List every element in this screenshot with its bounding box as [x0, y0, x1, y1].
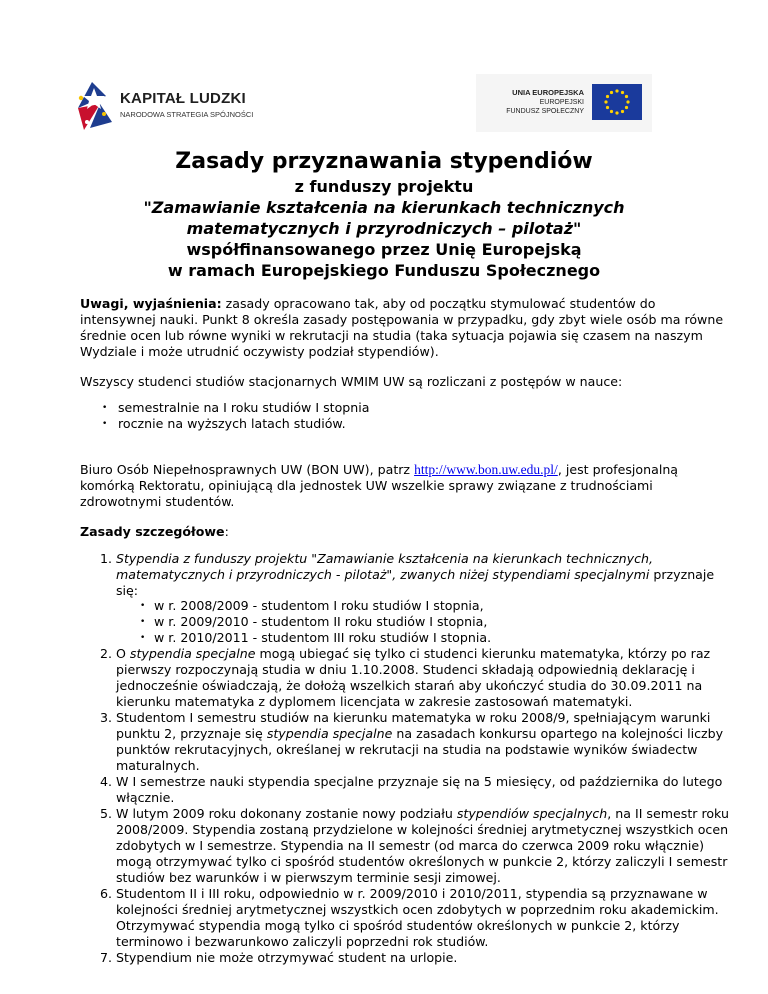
- rule-1-italic: Stypendia z funduszy projektu "Zamawianie kształcenia na kierunkach technicznych, matematycznych i przyrodniczych - pilotaż", zwanych niżej stypendiami specjalnymi: [116, 551, 654, 582]
- eu-name: UNIA EUROPEJSKA: [512, 88, 584, 97]
- list-item: • rocznie na wyższych latach studiów.: [106, 416, 730, 432]
- title-line-4: [60, 218, 708, 239]
- title-line-6: w ramach Europejskiego Funduszu Społecznego: [167, 261, 601, 280]
- document-body: [80, 296, 730, 966]
- eu-fund-line1: EUROPEJSKI: [539, 99, 584, 106]
- title-line-4-italic: matematycznych i przyrodniczych – pilotaż: [186, 219, 573, 238]
- intro-paragraph: [80, 296, 730, 360]
- rule-1-sublist: [116, 598, 730, 646]
- rule-3-italic: stypendia specjalne: [266, 726, 393, 741]
- title-line-4-quote: ": [573, 219, 582, 238]
- list-item: • w r. 2010/2011 - studentom III roku studiów I stopnia.: [142, 630, 730, 646]
- rule-item-3: [116, 710, 730, 774]
- document-title-block: [60, 148, 708, 281]
- list-item: • w r. 2009/2010 - studentom II roku studiów I stopnia,: [142, 614, 730, 630]
- progress-paragraph: Wszyscy studenci studiów stacjonarnych WMIM UW są rozliczani z postępów w nauce:: [80, 374, 623, 389]
- rules-heading-colon: :: [224, 524, 229, 539]
- rule-item-2: [116, 646, 730, 710]
- rule-item-6: 6. Studentom II i III roku, odpowiednio w r. 2009/2010 i 2010/2011, stypendia są przyznawane w kolejności średniej arytmetycznej wszystkich ocen zdobytych w poprzednim roku akademickim. Otrzymywać stypendia mogą tylko ci spośród studentów określonych w punkcie 2, którzy terminowo i bezwarunkowo zaliczyli poprzedni rok studiów.: [116, 886, 730, 950]
- rule-item-7: 7. Stypendium nie może otrzymywać student na urlopie.: [116, 950, 730, 966]
- rule-2-b: mogą ubiegać się tylko ci studenci kierunku matematyka, którzy po raz pierwszy rozpoczynają studia w dniu 1.10.2008. Studenci składają odpowiednią deklarację i jednocześnie oświadczają, że dołożą wszelkich starań aby ukończyć studia do 30.09.2011 na kierunku matematyka z dyplomem licencjata w zakresie zastosowań matematyki.: [116, 646, 711, 709]
- kapital-ludzki-logo: [72, 78, 252, 134]
- rule-5-a: W lutym 2009 roku dokonany zostanie nowy podziału: [116, 806, 457, 821]
- rules-list: [80, 551, 730, 966]
- kapital-ludzki-subtitle: NARODOWA STRATEGIA SPÓJNOŚCI: [120, 110, 254, 119]
- rule-item-4: 4. W I semestrze nauki stypendia specjalne przyznaje się na 5 miesięcy, od października do lutego włącznie.: [116, 774, 730, 806]
- rule-5-b: , na II semestr roku 2008/2009. Stypendia zostaną przydzielone w kolejności średniej arytmetycznej wszystkich ocen zdobytych w I semestrze. Stypendia na II semestr (od marca do czerwca 2009 roku włącznie) mogą otrzymywać tylko ci spośród studentów określonych w punkcie 2, którzy zaliczyli I semestr studiów bez warunków i w pierwszym terminie sesji zimowej.: [116, 806, 729, 885]
- kapital-ludzki-title: KAPITAŁ LUDZKI: [120, 90, 246, 107]
- title-line-2: z funduszy projektu: [294, 177, 474, 196]
- kapital-ludzki-emblem-icon: [72, 78, 118, 134]
- list-item: • semestralnie na I roku studiów I stopnia: [106, 400, 730, 416]
- rule-2-italic: stypendia specjalne: [129, 646, 256, 661]
- bon-paragraph: [80, 462, 730, 510]
- rule-2-a: O: [116, 646, 130, 661]
- rule-3-b: na zasadach konkursu opartego na kolejności liczby punktów rekrutacyjnych, określanej w rekrutacji na studia na podstawie wyników świadectw maturalnych.: [116, 726, 724, 773]
- eu-logo-text: [490, 88, 584, 116]
- bon-link[interactable]: http://www.bon.uw.edu.pl/: [414, 462, 558, 477]
- progress-list: [80, 400, 730, 432]
- list-item: • w r. 2008/2009 - studentom I roku studiów I stopnia,: [142, 598, 730, 614]
- title-line-5: współfinansowanego przez Unię Europejską: [186, 240, 582, 259]
- rules-heading-text: Zasady szczegółowe: [80, 524, 225, 539]
- bon-text-after: , jest profesjonalną komórką Rektoratu, opiniującą dla jednostek UW wszelkie sprawy związane z trudnościami zdrowotnymi studentów.: [80, 462, 679, 509]
- bon-text-before: Biuro Osób Niepełnosprawnych UW (BON UW), patrz: [80, 462, 415, 477]
- rule-item-1: [116, 551, 730, 646]
- eu-fund-line2: FUNDUSZ SPOŁECZNY: [506, 108, 584, 115]
- rule-5-italic: stypendiów specjalnych: [456, 806, 608, 821]
- title-line-3: "Zamawianie kształcenia na kierunkach technicznych: [143, 198, 625, 217]
- rule-3-a: Studentom I semestru studiów na kierunku matematyka w roku 2008/9, spełniającym warunki punktu 2, przyznaje się: [116, 710, 711, 741]
- rules-heading: [80, 524, 730, 540]
- document-title: Zasady przyznawania stypendiów: [175, 149, 593, 174]
- rule-item-5: [116, 806, 730, 886]
- intro-text: zasady opracowano tak, aby od początku stymulować studentów do intensywnej nauki. Punkt 8 określa zasady postępowania w przypadku, gdy zbyt wiele osób ma równe średnie ocen lub równe wyniki w rekrutacji na studia (taka sytuacja pojawia się czasem na naszym Wydziale i może utrudnić oczywisty podział stypendiów).: [80, 296, 724, 359]
- eu-logo: [476, 74, 652, 132]
- intro-label: Uwagi, wyjaśnienia:: [80, 296, 222, 311]
- eu-flag-icon: [592, 84, 642, 120]
- rule-1-rest: przyznaje się:: [116, 567, 715, 598]
